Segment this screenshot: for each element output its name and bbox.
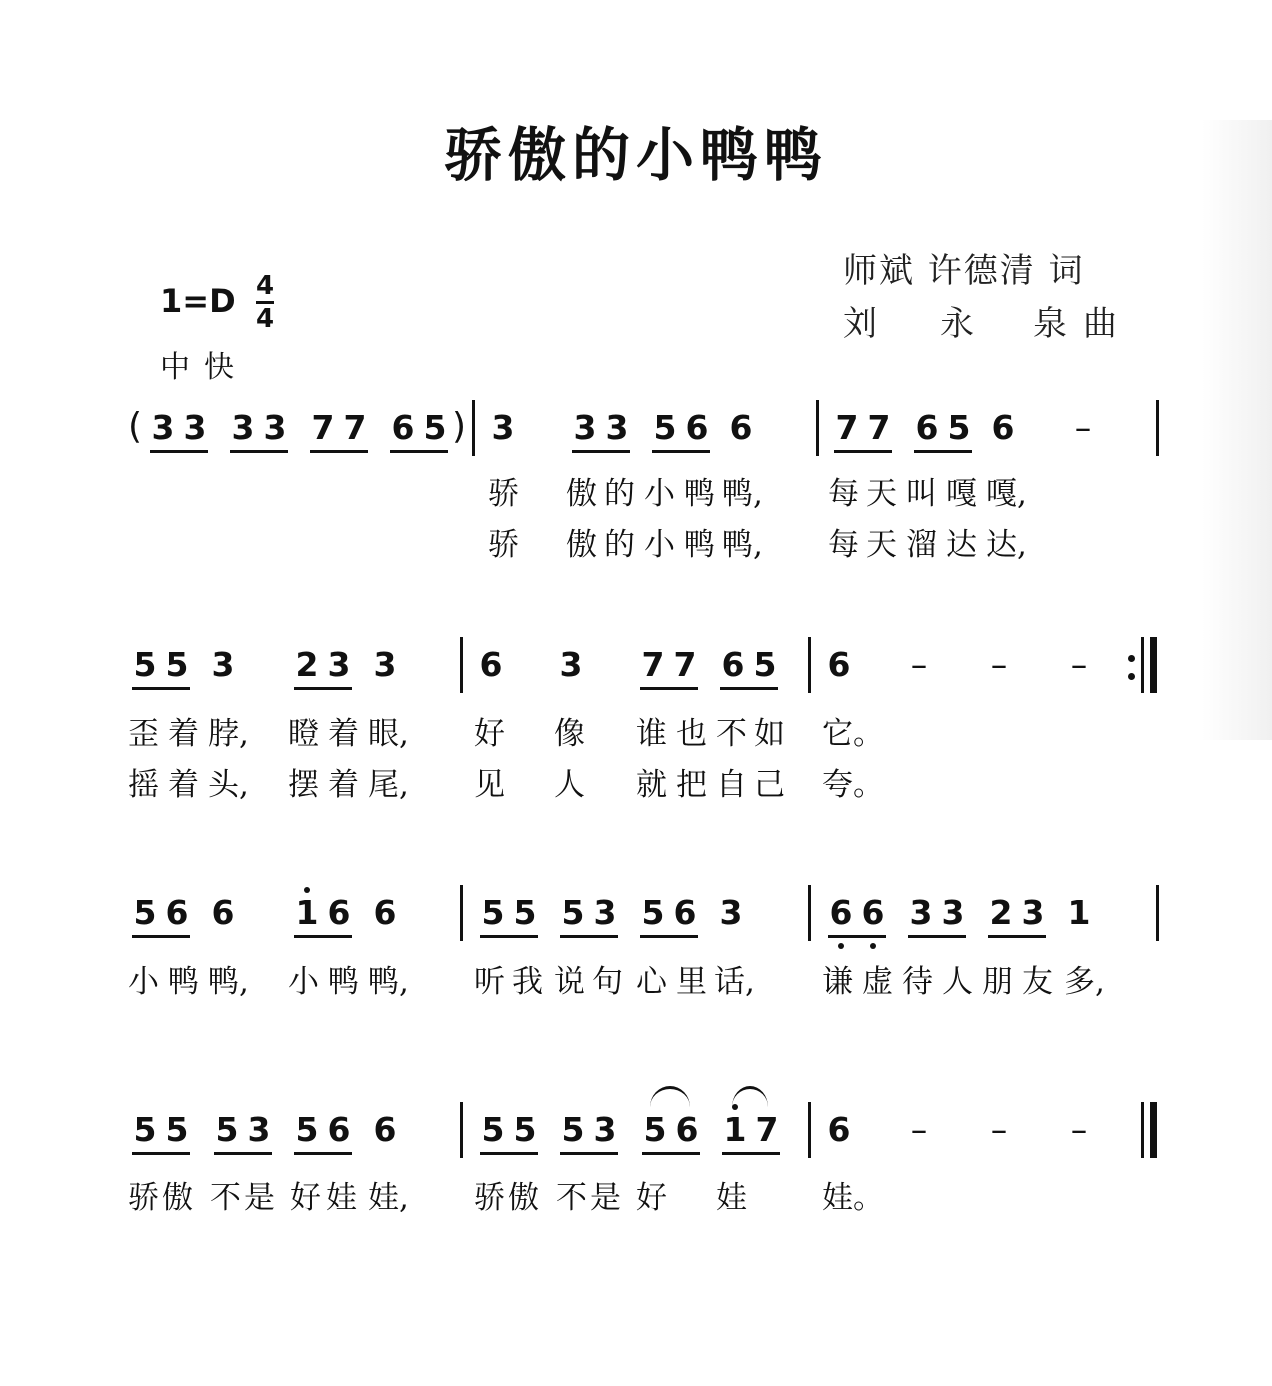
underline	[132, 935, 190, 938]
lyric: 句	[592, 964, 623, 1000]
note-low: 6	[861, 893, 885, 932]
lyric: 把	[676, 767, 707, 803]
lyric: 娃。	[822, 1180, 884, 1216]
note: 6	[479, 645, 503, 684]
dash: –	[910, 645, 928, 684]
lyric: 娃	[716, 1180, 747, 1216]
lyric: 说	[554, 964, 585, 1000]
note: 6	[915, 408, 939, 447]
note: 6	[827, 645, 851, 684]
lyric: 鸭,	[722, 527, 763, 563]
note: 3	[491, 408, 515, 447]
underline	[390, 450, 448, 453]
dash: –	[1070, 1110, 1088, 1149]
underline	[642, 1152, 700, 1155]
time-signature	[256, 272, 274, 333]
lyric: 听	[474, 964, 505, 1000]
lyric: 鸭	[684, 476, 715, 512]
slur	[650, 1086, 690, 1107]
lyric: 人	[942, 964, 973, 1000]
lyric: 不	[210, 1180, 241, 1216]
note: 6	[721, 645, 745, 684]
score-line-4	[0, 1110, 1272, 1170]
underline	[132, 687, 190, 690]
time-signature-top: 4	[256, 271, 275, 301]
note: 5	[423, 408, 447, 447]
note: 3	[573, 408, 597, 447]
lyric: 小	[128, 964, 159, 1000]
underline	[828, 935, 886, 938]
underline	[230, 450, 288, 453]
lyric: 是	[244, 1180, 275, 1216]
note: 5	[481, 893, 505, 932]
barline	[460, 1102, 463, 1158]
underline	[908, 935, 966, 938]
lyric: 眼,	[368, 716, 409, 752]
note: 5	[947, 408, 971, 447]
underline	[640, 687, 698, 690]
lyric: 也	[676, 716, 707, 752]
underline	[722, 1152, 780, 1155]
lyric: 嘎	[946, 476, 977, 512]
note: 7	[673, 645, 697, 684]
lyric: 嘎,	[986, 476, 1027, 512]
lyric: 傲	[566, 476, 597, 512]
score-line-1	[0, 408, 1272, 468]
lyric: 着	[328, 767, 359, 803]
lyric: 鸭,	[208, 964, 249, 1000]
note-low: 6	[829, 893, 853, 932]
dash: –	[910, 1110, 928, 1149]
lyric: 小	[644, 527, 675, 563]
barline	[1156, 885, 1159, 941]
lyric: 鸭	[684, 527, 715, 563]
lyric: 多,	[1064, 964, 1105, 1000]
note: 3	[909, 893, 933, 932]
lyric: 傲	[508, 1180, 539, 1216]
lyric: 的	[604, 476, 635, 512]
slur	[732, 1086, 768, 1107]
underline	[640, 935, 698, 938]
underline	[652, 450, 710, 453]
lyric: 是	[590, 1180, 621, 1216]
note: 7	[835, 408, 859, 447]
lyric: 脖,	[208, 716, 249, 752]
lyric: 鸭	[328, 964, 359, 1000]
note: 5	[753, 645, 777, 684]
lyric: 不	[716, 716, 747, 752]
note: 3	[183, 408, 207, 447]
note: 2	[295, 645, 319, 684]
dash: –	[1070, 645, 1088, 684]
lyric: 小	[288, 964, 319, 1000]
underline	[294, 687, 352, 690]
underline	[294, 935, 352, 938]
lyric: 夸。	[822, 767, 884, 803]
note: 5	[481, 1110, 505, 1149]
note: 5	[165, 645, 189, 684]
note: 5	[561, 1110, 585, 1149]
lyric: 人	[554, 767, 585, 803]
note: 3	[605, 408, 629, 447]
lyric: 话,	[714, 964, 755, 1000]
underline	[480, 1152, 538, 1155]
lyric: 尾,	[368, 767, 409, 803]
note: 7	[755, 1110, 779, 1149]
barline	[472, 400, 475, 456]
barline	[1141, 637, 1144, 693]
note: 3	[719, 893, 743, 932]
underline	[310, 450, 368, 453]
lyric: 瞪	[288, 716, 319, 752]
note: 3	[263, 408, 287, 447]
lyric: 像	[554, 716, 585, 752]
lyricist-credit: 师斌 许德清 词	[843, 251, 1085, 291]
lyric: 达	[946, 527, 977, 563]
lyric: 天	[866, 527, 897, 563]
dash: –	[990, 645, 1008, 684]
lyric: 叫	[906, 476, 937, 512]
note: 5	[295, 1110, 319, 1149]
lyric: 鸭,	[722, 476, 763, 512]
lyric: 自	[716, 767, 747, 803]
barline	[460, 885, 463, 941]
composer-char: 曲	[1083, 304, 1119, 344]
lyric: 傲	[162, 1180, 193, 1216]
underline	[132, 1152, 190, 1155]
underline	[560, 1152, 618, 1155]
note: 7	[867, 408, 891, 447]
open-paren: (	[128, 406, 143, 447]
lyric: 朋	[982, 964, 1013, 1000]
barline	[808, 1102, 811, 1158]
final-barline	[1150, 1102, 1157, 1158]
barline	[816, 400, 819, 456]
lyric: 谁	[636, 716, 667, 752]
lyric: 骄	[488, 527, 519, 563]
lyric: 溜	[906, 527, 937, 563]
underline	[214, 1152, 272, 1155]
note-high: 1	[295, 893, 319, 932]
lyric: 鸭	[168, 964, 199, 1000]
note: 6	[327, 1110, 351, 1149]
composer-char: 永	[940, 304, 976, 344]
lyric: 就	[636, 767, 667, 803]
lyric: 天	[866, 476, 897, 512]
score-line-2	[0, 645, 1272, 705]
note: 3	[593, 893, 617, 932]
barline	[1141, 1102, 1144, 1158]
note: 6	[729, 408, 753, 447]
dash: –	[1074, 408, 1092, 447]
note: 6	[991, 408, 1015, 447]
time-signature-bottom: 4	[256, 304, 275, 334]
note: 2	[989, 893, 1013, 932]
note: 3	[1021, 893, 1045, 932]
note: 3	[593, 1110, 617, 1149]
lyric: 娃	[326, 1180, 357, 1216]
note: 6	[327, 893, 351, 932]
lyric: 头,	[208, 767, 249, 803]
note: 3	[247, 1110, 271, 1149]
lyric: 心	[636, 964, 667, 1000]
lyric: 好	[636, 1180, 667, 1216]
lyric: 骄	[488, 476, 519, 512]
lyric: 我	[512, 964, 543, 1000]
lyric: 它。	[822, 716, 884, 752]
lyric: 每	[828, 527, 859, 563]
note: 5	[133, 893, 157, 932]
note: 5	[133, 645, 157, 684]
note: 6	[211, 893, 235, 932]
lyric: 如	[754, 716, 785, 752]
underline	[834, 450, 892, 453]
note: 3	[559, 645, 583, 684]
note: 6	[391, 408, 415, 447]
note: 3	[231, 408, 255, 447]
composer-credit	[843, 296, 1119, 345]
note: 5	[641, 893, 665, 932]
lyric: 摆	[288, 767, 319, 803]
note: 6	[673, 893, 697, 932]
lyric: 骄	[474, 1180, 505, 1216]
underline	[720, 687, 778, 690]
tempo-marking: 中快	[160, 350, 248, 385]
lyric: 摇	[128, 767, 159, 803]
note: 7	[343, 408, 367, 447]
note: 3	[151, 408, 175, 447]
underline	[150, 450, 208, 453]
lyric: 小	[644, 476, 675, 512]
lyric: 虚	[862, 964, 893, 1000]
note: 6	[827, 1110, 851, 1149]
score-line-3	[0, 893, 1272, 953]
lyric: 歪	[128, 716, 159, 752]
lyric: 着	[328, 716, 359, 752]
note: 3	[211, 645, 235, 684]
underline	[480, 935, 538, 938]
lyric: 娃,	[368, 1180, 409, 1216]
note: 3	[941, 893, 965, 932]
lyric: 好	[290, 1180, 321, 1216]
underline	[572, 450, 630, 453]
underline	[560, 935, 618, 938]
barline	[808, 637, 811, 693]
note: 3	[327, 645, 351, 684]
note: 7	[641, 645, 665, 684]
note: 5	[653, 408, 677, 447]
lyric: 傲	[566, 527, 597, 563]
note: 5	[643, 1110, 667, 1149]
underline	[914, 450, 972, 453]
final-barline	[1150, 637, 1157, 693]
composer-char: 刘	[843, 304, 879, 344]
note: 6	[373, 893, 397, 932]
note-high: 1	[723, 1110, 747, 1149]
note: 6	[685, 408, 709, 447]
lyric: 里	[676, 964, 707, 1000]
close-paren: )	[452, 406, 467, 447]
composer-char: 泉	[1033, 304, 1069, 344]
note: 5	[513, 893, 537, 932]
note: 5	[133, 1110, 157, 1149]
lyric: 己	[754, 767, 785, 803]
note: 5	[513, 1110, 537, 1149]
repeat-dots	[1128, 651, 1136, 685]
underline	[988, 935, 1046, 938]
lyric: 友	[1022, 964, 1053, 1000]
note: 6	[675, 1110, 699, 1149]
key-signature: 1=D	[160, 282, 236, 320]
barline	[460, 637, 463, 693]
lyric: 鸭,	[368, 964, 409, 1000]
lyric: 着	[168, 716, 199, 752]
lyric: 好	[474, 716, 505, 752]
note: 6	[373, 1110, 397, 1149]
lyric: 待	[902, 964, 933, 1000]
note: 5	[165, 1110, 189, 1149]
lyric: 的	[604, 527, 635, 563]
lyric: 着	[168, 767, 199, 803]
lyric: 不	[556, 1180, 587, 1216]
note: 3	[373, 645, 397, 684]
lyric: 谦	[822, 964, 853, 1000]
dash: –	[990, 1110, 1008, 1149]
note: 1	[1067, 893, 1091, 932]
lyric: 见	[474, 767, 505, 803]
note: 6	[165, 893, 189, 932]
lyric: 每	[828, 476, 859, 512]
song-title: 骄傲的小鸭鸭	[443, 121, 828, 189]
barline	[1156, 400, 1159, 456]
lyric: 达,	[986, 527, 1027, 563]
lyric: 骄	[128, 1180, 159, 1216]
note: 5	[561, 893, 585, 932]
note: 5	[215, 1110, 239, 1149]
note: 7	[311, 408, 335, 447]
underline	[294, 1152, 352, 1155]
barline	[808, 885, 811, 941]
